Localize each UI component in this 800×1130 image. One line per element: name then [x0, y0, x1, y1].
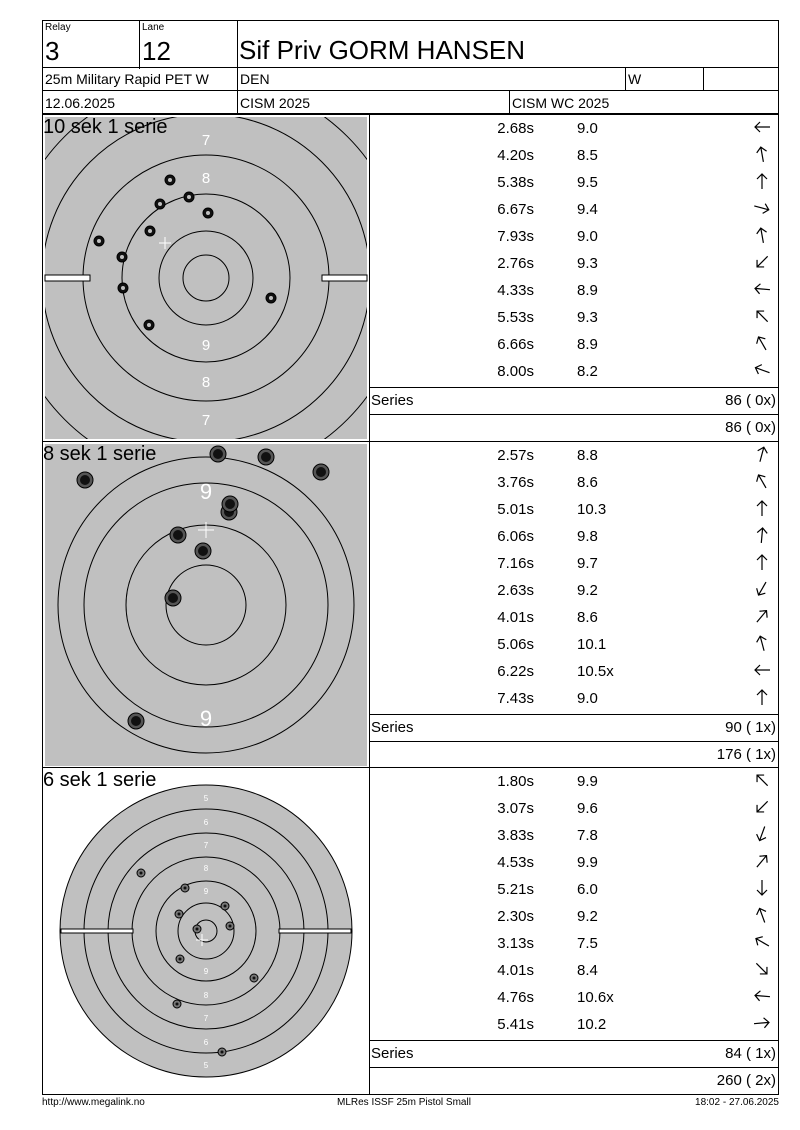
- shot-hole: [203, 208, 213, 218]
- arrow-shape: [754, 580, 770, 598]
- shot-hole: [137, 869, 145, 877]
- shot-value: 8.4: [577, 962, 598, 979]
- ring-label: 7: [201, 132, 211, 149]
- target-marker-right: [279, 929, 351, 933]
- series-total-row: [369, 1040, 778, 1067]
- footer-software: MLRes ISSF 25m Pistol Small: [337, 1097, 471, 1108]
- direction-arrow-icon: [752, 252, 772, 272]
- shot-hole: [145, 226, 155, 236]
- shot-row: [369, 442, 778, 469]
- shot-time: 6.66s: [497, 336, 534, 353]
- shot-hole: [218, 1048, 226, 1056]
- arrow-shape: [756, 146, 768, 163]
- shot-time: 5.06s: [497, 636, 534, 653]
- shot-value: 7.8: [577, 827, 598, 844]
- direction-arrow-icon: [752, 797, 772, 817]
- direction-arrow-icon: [752, 498, 772, 518]
- shot-value: 9.3: [577, 255, 598, 272]
- ring-label: 5: [203, 794, 209, 803]
- arrow-shape: [754, 1017, 770, 1028]
- ring-label: 9: [199, 479, 213, 504]
- shot-row: [369, 577, 778, 604]
- shot-hole: [258, 449, 274, 465]
- direction-arrow-icon: [752, 905, 772, 925]
- shot-time: 5.53s: [497, 309, 534, 326]
- direction-arrow-icon: [752, 660, 772, 680]
- shot-value: 9.2: [577, 908, 598, 925]
- shot-value: 8.9: [577, 282, 598, 299]
- ring-label: 9: [203, 967, 209, 976]
- shot-value: 8.5: [577, 147, 598, 164]
- direction-arrow-icon: [752, 1013, 772, 1033]
- shot-value: 9.0: [577, 120, 598, 137]
- arrow-shape: [757, 501, 767, 516]
- arrow-shape: [755, 283, 771, 294]
- arrow-shape: [754, 334, 770, 352]
- direction-arrow-icon: [752, 986, 772, 1006]
- ring-label: 5: [203, 1061, 209, 1070]
- arrow-shape: [754, 363, 772, 378]
- shot-value: 10.5x: [577, 663, 614, 680]
- shot-list-2: [369, 442, 778, 767]
- shot-time: 4.76s: [497, 989, 534, 1006]
- shot-time: 6.67s: [497, 201, 534, 218]
- shot-hole: [176, 955, 184, 963]
- series-total-row: [369, 714, 778, 741]
- direction-arrow-icon: [752, 959, 772, 979]
- series-label: Series: [371, 392, 414, 409]
- shot-row: [369, 957, 778, 984]
- shot-value: 7.5: [577, 935, 598, 952]
- shot-row: [369, 469, 778, 496]
- shot-row: [369, 550, 778, 577]
- target-marker-left: [45, 275, 90, 281]
- direction-arrow-icon: [752, 171, 772, 191]
- shot-row: [369, 685, 778, 712]
- ring-label: 9: [203, 887, 209, 896]
- header-row-2: [42, 67, 779, 91]
- arrow-shape: [757, 174, 767, 189]
- series-block-3: [42, 767, 779, 1095]
- shot-time: 4.53s: [497, 854, 534, 871]
- shot-row: [369, 631, 778, 658]
- shot-time: 3.13s: [497, 935, 534, 952]
- shot-hole: [226, 922, 234, 930]
- shot-row: [369, 658, 778, 685]
- shot-value: 8.8: [577, 447, 598, 464]
- header-row-1: [42, 20, 779, 68]
- direction-arrow-icon: [752, 687, 772, 707]
- shot-value: 9.2: [577, 582, 598, 599]
- target-2: [43, 442, 369, 768]
- arrow-shape: [754, 472, 770, 490]
- shot-value: 9.7: [577, 555, 598, 572]
- direction-arrow-icon: [752, 525, 772, 545]
- shot-row: [369, 196, 778, 223]
- footer-url[interactable]: http://www.megalink.no: [42, 1097, 145, 1108]
- shot-row: [369, 876, 778, 903]
- shot-value: 8.6: [577, 474, 598, 491]
- nation: DEN: [240, 71, 270, 87]
- direction-arrow-icon: [752, 633, 772, 653]
- shot-time: 2.57s: [497, 447, 534, 464]
- ring-label: 7: [201, 412, 211, 429]
- shot-time: 3.76s: [497, 474, 534, 491]
- shot-value: 8.6: [577, 609, 598, 626]
- arrow-shape: [755, 446, 769, 463]
- running-total: 86 ( 0x): [725, 419, 776, 436]
- footer-timestamp: 18:02 - 27.06.2025: [695, 1097, 779, 1108]
- series-title: 10 sek 1 serie: [43, 116, 168, 138]
- arrow-shape: [753, 201, 770, 215]
- target-marker-left: [61, 929, 133, 933]
- arrow-shape: [755, 635, 769, 652]
- shot-time: 4.33s: [497, 282, 534, 299]
- shot-hole: [184, 192, 194, 202]
- shot-time: 7.93s: [497, 228, 534, 245]
- arrow-shape: [754, 253, 772, 271]
- running-total-row: [369, 1067, 778, 1094]
- shot-value: 8.2: [577, 363, 598, 380]
- shot-value: 9.6: [577, 800, 598, 817]
- running-total-row: [369, 414, 778, 441]
- shot-value: 8.9: [577, 336, 598, 353]
- shot-row: [369, 604, 778, 631]
- shot-list-1: [369, 115, 778, 441]
- direction-arrow-icon: [752, 117, 772, 137]
- shot-row: [369, 1011, 778, 1038]
- header-row-3: [42, 90, 779, 114]
- shot-time: 5.38s: [497, 174, 534, 191]
- shot-time: 4.01s: [497, 962, 534, 979]
- ring-label: 6: [203, 818, 209, 827]
- direction-arrow-icon: [752, 471, 772, 491]
- arrow-shape: [753, 607, 770, 625]
- ring-label: 7: [203, 841, 209, 850]
- shot-hole: [175, 910, 183, 918]
- running-total: 260 ( 2x): [716, 1072, 776, 1089]
- shot-row: [369, 142, 778, 169]
- series-block-2: [42, 441, 779, 768]
- direction-arrow-icon: [752, 851, 772, 871]
- running-total: 176 ( 1x): [716, 746, 776, 763]
- shot-hole: [128, 713, 144, 729]
- shot-row: [369, 358, 778, 385]
- shot-value: 10.3: [577, 501, 607, 518]
- direction-arrow-icon: [752, 333, 772, 353]
- shot-value: 9.8: [577, 528, 598, 545]
- series-total-row: [369, 387, 778, 414]
- ring-label: 7: [203, 1014, 209, 1023]
- arrow-shape: [755, 990, 771, 1001]
- series-block-1: [42, 114, 779, 442]
- arrow-shape: [753, 934, 771, 950]
- shot-value: 9.5: [577, 174, 598, 191]
- shot-row: [369, 115, 778, 142]
- shot-value: 6.0: [577, 881, 598, 898]
- series-total: 84 ( 1x): [725, 1045, 776, 1062]
- shot-time: 3.07s: [497, 800, 534, 817]
- ring-label: 9: [201, 337, 211, 354]
- shot-hole: [250, 974, 258, 982]
- shot-hole: [155, 199, 165, 209]
- shot-row: [369, 496, 778, 523]
- header: [42, 20, 779, 115]
- shot-row: [369, 795, 778, 822]
- shot-hole: [195, 543, 211, 559]
- shot-time: 6.22s: [497, 663, 534, 680]
- shot-time: 7.43s: [497, 690, 534, 707]
- shot-value: 9.0: [577, 228, 598, 245]
- shot-time: 4.20s: [497, 147, 534, 164]
- arrow-shape: [757, 880, 767, 895]
- shot-hole: [117, 252, 127, 262]
- shot-time: 3.83s: [497, 827, 534, 844]
- direction-arrow-icon: [752, 225, 772, 245]
- series-title: 6 sek 1 serie: [43, 769, 157, 791]
- shot-time: 2.68s: [497, 120, 534, 137]
- shot-time: 1.80s: [497, 773, 534, 790]
- competition-2: CISM WC 2025: [512, 95, 610, 111]
- arrow-shape: [754, 308, 772, 326]
- arrow-shape: [753, 960, 771, 978]
- shot-row: [369, 822, 778, 849]
- shot-hole: [181, 884, 189, 892]
- series-title: 8 sek 1 serie: [43, 443, 157, 465]
- date: 12.06.2025: [45, 95, 116, 111]
- shot-value: 9.3: [577, 309, 598, 326]
- shot-row: [369, 523, 778, 550]
- shot-list-3: [369, 768, 778, 1094]
- direction-arrow-icon: [752, 824, 772, 844]
- shot-hole: [313, 464, 329, 480]
- direction-arrow-icon: [752, 144, 772, 164]
- direction-arrow-icon: [752, 606, 772, 626]
- shot-time: 5.01s: [497, 501, 534, 518]
- shot-hole: [193, 925, 201, 933]
- shot-hole: [221, 902, 229, 910]
- shot-value: 10.6x: [577, 989, 614, 1006]
- shot-time: 8.00s: [497, 363, 534, 380]
- shot-hole: [165, 175, 175, 185]
- shot-time: 2.76s: [497, 255, 534, 272]
- shot-hole: [210, 446, 226, 462]
- shot-row: [369, 930, 778, 957]
- direction-arrow-icon: [752, 306, 772, 326]
- shot-value: 9.0: [577, 690, 598, 707]
- series-label: Series: [371, 1045, 414, 1062]
- shooter-name: Sif Priv GORM HANSEN: [239, 35, 526, 65]
- target-1: [43, 115, 369, 441]
- category: W: [628, 71, 642, 87]
- shot-row: [369, 223, 778, 250]
- competition: CISM 2025: [240, 95, 311, 111]
- shot-row: [369, 250, 778, 277]
- shot-hole: [94, 236, 104, 246]
- shot-hole: [165, 590, 181, 606]
- shot-hole: [173, 1000, 181, 1008]
- event-name: 25m Military Rapid PET W: [45, 71, 209, 87]
- shot-row: [369, 169, 778, 196]
- shot-time: 2.30s: [497, 908, 534, 925]
- direction-arrow-icon: [752, 579, 772, 599]
- shot-hole: [118, 283, 128, 293]
- arrow-shape: [757, 690, 767, 705]
- shot-time: 6.06s: [497, 528, 534, 545]
- arrow-shape: [755, 825, 770, 843]
- direction-arrow-icon: [752, 552, 772, 572]
- shot-value: 9.9: [577, 773, 598, 790]
- direction-arrow-icon: [752, 279, 772, 299]
- shot-time: 2.63s: [497, 582, 534, 599]
- lane-label: Lane: [142, 22, 165, 33]
- shot-time: 7.16s: [497, 555, 534, 572]
- arrow-shape: [754, 772, 772, 790]
- direction-arrow-icon: [752, 878, 772, 898]
- arrow-shape: [756, 227, 768, 244]
- ring-label: 8: [203, 864, 209, 873]
- relay-label: Relay: [45, 22, 71, 33]
- shot-value: 9.4: [577, 201, 598, 218]
- ring-label: 6: [203, 1038, 209, 1047]
- shot-value: 9.9: [577, 854, 598, 871]
- arrow-shape: [755, 907, 770, 925]
- ring-label: 8: [201, 170, 211, 187]
- arrow-shape: [755, 665, 770, 675]
- direction-arrow-icon: [752, 444, 772, 464]
- shot-row: [369, 768, 778, 795]
- shot-hole: [144, 320, 154, 330]
- shot-time: 5.41s: [497, 1016, 534, 1033]
- shot-row: [369, 984, 778, 1011]
- direction-arrow-icon: [752, 932, 772, 952]
- shot-value: 10.1: [577, 636, 607, 653]
- running-total-row: [369, 741, 778, 768]
- arrow-shape: [754, 798, 772, 816]
- ring-label: 8: [203, 991, 209, 1000]
- shot-hole: [222, 496, 238, 512]
- arrow-shape: [755, 122, 770, 132]
- target-3: [43, 768, 369, 1094]
- arrow-shape: [753, 852, 770, 870]
- shot-row: [369, 849, 778, 876]
- target-marker-right: [322, 275, 367, 281]
- arrow-shape: [756, 528, 767, 544]
- relay-number: 3: [45, 36, 60, 66]
- series-total: 90 ( 1x): [725, 719, 776, 736]
- shot-row: [369, 277, 778, 304]
- ring-label: 8: [201, 374, 211, 391]
- shot-hole: [266, 293, 276, 303]
- shot-time: 4.01s: [497, 609, 534, 626]
- shot-value: 10.2: [577, 1016, 607, 1033]
- arrow-shape: [757, 555, 767, 570]
- shot-hole: [170, 527, 186, 543]
- ring-label: 9: [199, 706, 213, 731]
- direction-arrow-icon: [752, 770, 772, 790]
- lane-number: 12: [142, 36, 171, 66]
- shot-time: 5.21s: [497, 881, 534, 898]
- shot-row: [369, 903, 778, 930]
- series-label: Series: [371, 719, 414, 736]
- shot-row: [369, 304, 778, 331]
- shot-row: [369, 331, 778, 358]
- direction-arrow-icon: [752, 198, 772, 218]
- series-total: 86 ( 0x): [725, 392, 776, 409]
- direction-arrow-icon: [752, 360, 772, 380]
- shot-hole: [77, 472, 93, 488]
